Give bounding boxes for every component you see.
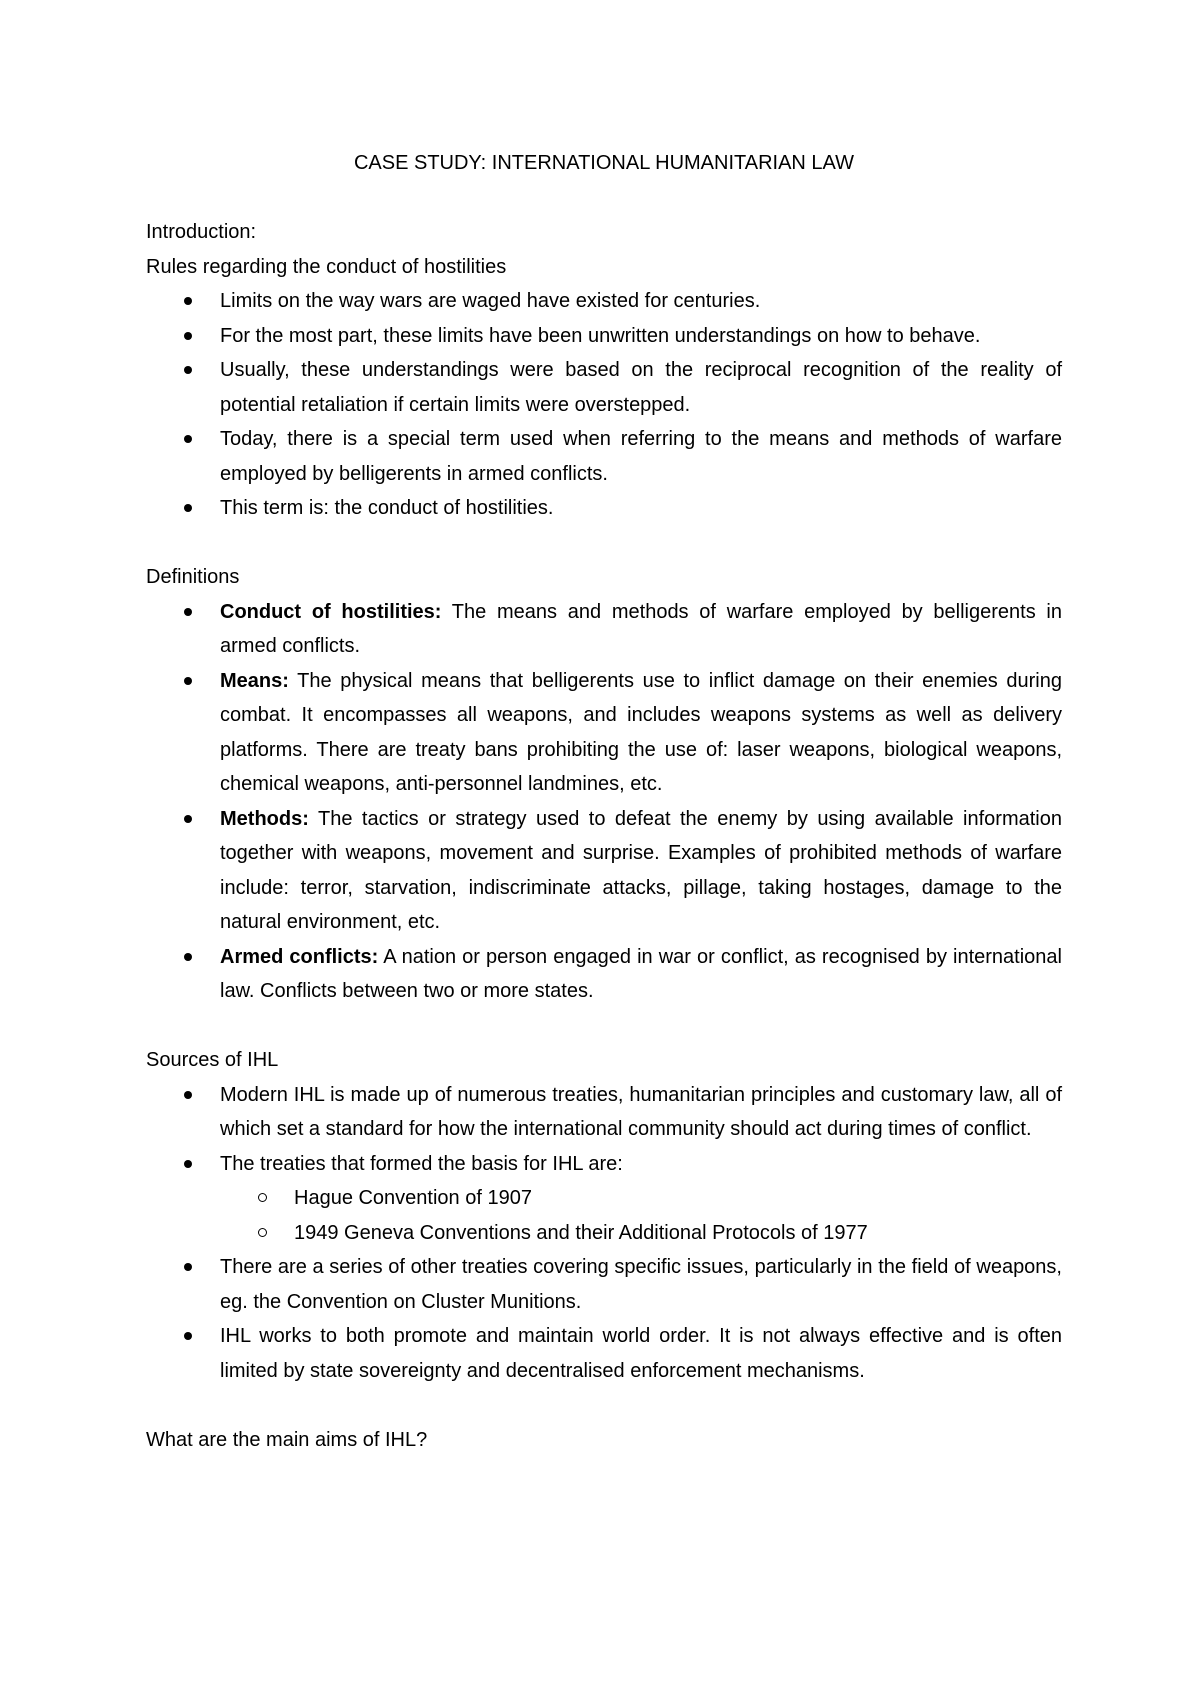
list-item: IHL works to both promote and maintain world order. It is not always effective and is often limited by state sovereignty and decentralised enforcement mechanisms. — [220, 1319, 1062, 1388]
sources-list — [146, 1078, 1062, 1389]
sublist-item: 1949 Geneva Conventions and their Additional Protocols of 1977 — [294, 1216, 1062, 1251]
spacer — [146, 1009, 1062, 1044]
definition-text: The physical means that belligerents use to inflict damage on their enemies during combat. It encompasses all weapons, and includes weapons systems as well as delivery platforms. There are treaty bans prohibiting the use of: laser weapons, biological weapons, chemical weapons, anti-personnel landmines, etc. — [220, 669, 1062, 795]
document-body — [146, 146, 1062, 1457]
introduction-heading: Introduction: — [146, 221, 257, 243]
definition-term: Conduct of hostilities: — [220, 600, 442, 623]
treaty-sublist — [220, 1181, 1062, 1250]
list-item: Today, there is a special term used when referring to the means and methods of warfare employed by belligerents in armed conflicts. — [220, 422, 1062, 491]
definition-term: Methods: — [220, 807, 309, 830]
list-item: Limits on the way wars are waged have existed for centuries. — [220, 284, 1062, 319]
definitions-list — [146, 595, 1062, 1009]
sublist-item: Hague Convention of 1907 — [294, 1181, 1062, 1216]
sources-heading: Sources of IHL — [146, 1049, 279, 1071]
definitions-heading: Definitions — [146, 566, 240, 588]
spacer — [146, 1388, 1062, 1423]
list-item — [220, 1147, 1062, 1251]
definition-term: Means: — [220, 669, 289, 692]
aims-heading: What are the main aims of IHL? — [146, 1428, 428, 1451]
list-item: This term is: the conduct of hostilities. — [220, 491, 1062, 526]
introduction-subheading: Rules regarding the conduct of hostilities — [146, 255, 507, 278]
definition-item — [220, 595, 1062, 664]
spacer — [146, 526, 1062, 561]
document-title: CASE STUDY: INTERNATIONAL HUMANITARIAN LAW — [353, 152, 855, 174]
definition-item — [220, 940, 1062, 1009]
introduction-list — [146, 284, 1062, 526]
list-item-text: The treaties that formed the basis for IHL are: — [220, 1152, 623, 1175]
definition-text: A nation or person engaged in war or conflict, as recognised by international law. Conflicts between two or more states. — [220, 945, 1062, 1002]
spacer — [146, 181, 1062, 216]
definition-text: The tactics or strategy used to defeat the enemy by using available information together with weapons, movement and surprise. Examples of prohibited methods of warfare include: terror, starvation, indiscriminate attacks, pillage, taking hostages, damage to the natural environment, etc. — [220, 807, 1062, 933]
definition-term: Armed conflicts: — [220, 945, 379, 968]
definition-text: The means and methods of warfare employed by belligerents in armed conflicts. — [220, 600, 1062, 657]
definition-item — [220, 802, 1062, 940]
list-item: There are a series of other treaties covering specific issues, particularly in the field of weapons, eg. the Convention on Cluster Munitions. — [220, 1250, 1062, 1319]
list-item: Modern IHL is made up of numerous treaties, humanitarian principles and customary law, all of which set a standard for how the international community should act during times of conflict. — [220, 1078, 1062, 1147]
list-item: Usually, these understandings were based on the reciprocal recognition of the reality of potential retaliation if certain limits were overstepped. — [220, 353, 1062, 422]
definition-item — [220, 664, 1062, 802]
list-item: For the most part, these limits have been unwritten understandings on how to behave. — [220, 319, 1062, 354]
